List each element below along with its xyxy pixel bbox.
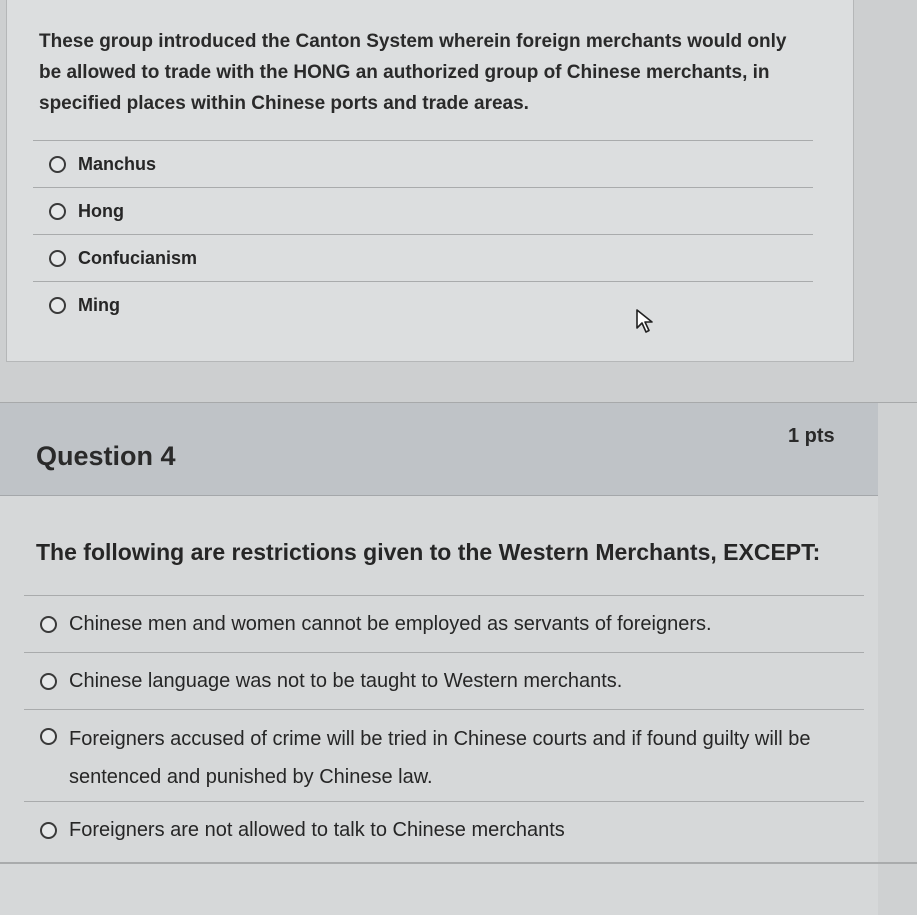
radio-unselected-icon[interactable] (40, 616, 57, 633)
question-points: 1 pts (788, 425, 835, 447)
radio-unselected-icon[interactable] (49, 250, 66, 267)
answer-option[interactable] (24, 652, 864, 709)
answer-option[interactable] (24, 595, 864, 652)
answer-label: Hong (78, 200, 124, 221)
question-4-text: The following are restrictions given to the Western Merchants, EXCEPT: (36, 539, 821, 565)
answer-option[interactable] (33, 281, 813, 328)
question-3-answers (33, 140, 813, 328)
question-4-card (0, 402, 917, 915)
answer-label: Chinese men and women cannot be employed as servants of foreigners. (69, 613, 712, 635)
mouse-pointer-icon (635, 308, 657, 334)
answer-label: Manchus (78, 153, 157, 174)
answer-option[interactable] (33, 140, 813, 187)
answer-option[interactable] (33, 234, 813, 281)
answer-label: Ming (78, 294, 120, 315)
answer-label: Confucianism (78, 247, 198, 268)
answer-option[interactable] (33, 187, 813, 234)
question-3-text: These group introduced the Canton System wherein foreign merchants would only be allowed to trade with the HONG an authorized group of Chinese merchants, in specified places within Chinese ports and trade areas. (39, 31, 787, 114)
answer-option[interactable] (24, 709, 864, 801)
question-header (0, 403, 878, 496)
answer-label: Chinese language was not to be taught to Western merchants. (69, 670, 623, 692)
question-4-answers (24, 595, 864, 858)
divider (0, 862, 917, 864)
answer-label: Foreigners accused of crime will be tried in Chinese courts and if found guilty will be sentenced and punished by Chinese law. (69, 728, 811, 788)
question-3-card (6, 0, 854, 362)
radio-unselected-icon[interactable] (49, 203, 66, 220)
page-margin (878, 403, 917, 915)
question-title: Question 4 (36, 441, 176, 471)
radio-unselected-icon[interactable] (40, 673, 57, 690)
answer-option[interactable] (24, 801, 864, 858)
radio-unselected-icon[interactable] (49, 156, 66, 173)
answer-label: Foreigners are not allowed to talk to Chinese merchants (69, 819, 565, 841)
radio-unselected-icon[interactable] (49, 297, 66, 314)
radio-unselected-icon[interactable] (40, 728, 57, 745)
radio-unselected-icon[interactable] (40, 822, 57, 839)
